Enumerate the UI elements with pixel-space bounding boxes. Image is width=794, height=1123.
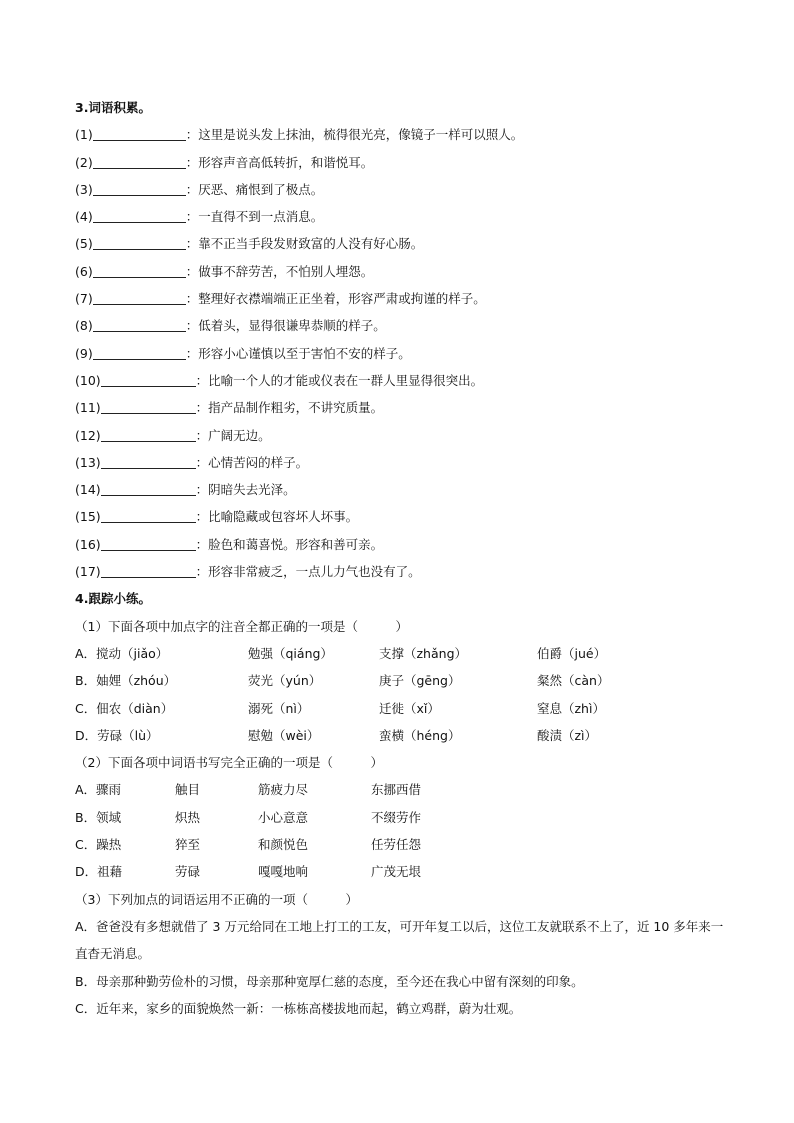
- option-row[interactable]: [75, 776, 735, 803]
- vocab-item: [75, 531, 735, 558]
- section4-title: 4.跟踪小练。: [75, 591, 151, 607]
- vocab-item: [75, 394, 735, 421]
- item-number: (15): [75, 509, 101, 525]
- q3-option[interactable]: A．爸爸没有多想就借了 3 万元给同在工地上打工的工友，可开年复工以后，这位工友就联系不上了，近 10 多年来一直杳无消息。: [75, 918, 724, 962]
- option-cell: 任劳任怨: [371, 837, 422, 853]
- q3-option[interactable]: B．母亲那种勤劳俭朴的习惯，母亲那种宽厚仁慈的态度，至今还在我心中留有深刻的印象。: [75, 973, 584, 989]
- vocab-item: [75, 230, 735, 257]
- option-cell: 不缀劳作: [371, 809, 422, 825]
- answer-blank[interactable]: [101, 481, 196, 496]
- option-row[interactable]: [75, 640, 735, 667]
- option-cell: 触目: [175, 782, 201, 798]
- answer-blank[interactable]: [101, 508, 196, 523]
- item-number: (13): [75, 454, 101, 470]
- worksheet-page: [75, 94, 735, 1022]
- answer-blank[interactable]: [93, 208, 186, 223]
- option-cell: 和颜悦色: [258, 837, 309, 853]
- answer-blank[interactable]: [93, 235, 186, 250]
- item-number: (8): [75, 318, 93, 334]
- item-number: (7): [75, 291, 93, 307]
- item-number: (11): [75, 400, 101, 416]
- option-cell: 庚子（gēng）: [379, 673, 461, 689]
- answer-blank[interactable]: [101, 399, 196, 414]
- q1-options: [75, 640, 735, 749]
- item-number: (14): [75, 482, 101, 498]
- option-row[interactable]: [75, 695, 735, 722]
- option-cell: 蛮横（héng）: [379, 727, 461, 743]
- vocab-item: [75, 312, 735, 339]
- vocab-item: [75, 285, 735, 312]
- item-definition: ：做事不辞劳苦，不怕别人埋怨。: [185, 263, 374, 279]
- vocab-item: [75, 121, 735, 148]
- item-number: (3): [75, 181, 93, 197]
- option-cell: 溺死（nì）: [248, 700, 310, 716]
- item-definition: ：广阔无边。: [195, 427, 271, 443]
- item-definition: ：形容声音高低转折，和谐悦耳。: [185, 154, 374, 170]
- q3-stem: （3）下列加点的词语运用不正确的一项（ ）: [75, 891, 358, 907]
- vocab-item: [75, 422, 735, 449]
- answer-blank[interactable]: [93, 290, 186, 305]
- vocab-item: [75, 476, 735, 503]
- option-cell: 劳碌: [175, 864, 201, 880]
- answer-blank[interactable]: [93, 317, 186, 332]
- item-definition: ：比喻隐藏或包容坏人坏事。: [195, 509, 359, 525]
- vocab-item: [75, 558, 735, 585]
- answer-blank[interactable]: [101, 372, 196, 387]
- option-cell: 东挪西借: [371, 782, 422, 798]
- answer-blank[interactable]: [101, 563, 196, 578]
- option-row[interactable]: [75, 722, 735, 749]
- option-cell: A．搅动（jiǎo）: [75, 645, 169, 661]
- item-definition: ：低着头，显得很谦卑恭顺的样子。: [185, 318, 386, 334]
- vocab-item: [75, 367, 735, 394]
- option-cell: 筋疲力尽: [258, 782, 309, 798]
- option-cell: 荧光（yún）: [248, 673, 322, 689]
- item-number: (16): [75, 536, 101, 552]
- vocab-item: [75, 203, 735, 230]
- option-cell: 窒息（zhì）: [537, 700, 605, 716]
- item-definition: ：脸色和蔼喜悦。形容和善可亲。: [195, 536, 384, 552]
- option-cell: 勉强（qiáng）: [248, 645, 333, 661]
- item-definition: ：形容小心谨慎以至于害怕不安的样子。: [185, 345, 411, 361]
- q2-options: [75, 776, 735, 885]
- answer-blank[interactable]: [93, 263, 186, 278]
- option-row[interactable]: [75, 831, 735, 858]
- vocab-item: [75, 503, 735, 530]
- item-definition: ：一直得不到一点消息。: [185, 209, 324, 225]
- q2-stem: （2）下面各项中词语书写完全正确的一项是（ ）: [75, 755, 383, 771]
- answer-blank[interactable]: [93, 181, 186, 196]
- answer-blank[interactable]: [93, 126, 186, 141]
- item-definition: ：指产品制作粗劣，不讲究质量。: [195, 400, 384, 416]
- vocab-item: [75, 449, 735, 476]
- section3-title: 3.词语积累。: [75, 100, 151, 115]
- item-definition: ：厌恶、痛恨到了极点。: [185, 181, 324, 197]
- vocab-item: [75, 176, 735, 203]
- vocab-item: [75, 340, 735, 367]
- option-cell: 嘎嘎地响: [258, 864, 309, 880]
- option-cell: 粲然（càn）: [537, 673, 610, 689]
- item-definition: ：整理好衣襟端端正正坐着，形容严肃或拘谨的样子。: [185, 291, 486, 307]
- q1-stem: （1）下面各项中加点字的注音全都正确的一项是（ ）: [75, 618, 408, 634]
- vocab-item: [75, 258, 735, 285]
- item-number: (2): [75, 154, 93, 170]
- option-cell: 支撑（zhǎng）: [379, 645, 468, 661]
- option-cell: B．妯娌（zhóu）: [75, 673, 177, 689]
- answer-blank[interactable]: [101, 427, 196, 442]
- option-cell: 酸渍（zì）: [537, 727, 598, 743]
- item-definition: ：靠不正当手段发财致富的人没有好心肠。: [185, 236, 424, 252]
- item-number: (4): [75, 209, 93, 225]
- answer-blank[interactable]: [93, 345, 186, 360]
- option-cell: 广茂无垠: [371, 864, 422, 880]
- option-row[interactable]: [75, 667, 735, 694]
- item-definition: ：心情苦闷的样子。: [195, 454, 309, 470]
- option-cell: 炽热: [175, 809, 201, 825]
- option-cell: 慰勉（wèi）: [248, 727, 320, 743]
- option-cell: 猝至: [175, 837, 201, 853]
- option-row[interactable]: [75, 858, 735, 885]
- option-cell: 伯爵（jué）: [537, 645, 607, 661]
- item-number: (17): [75, 564, 101, 580]
- item-number: (6): [75, 263, 93, 279]
- answer-blank[interactable]: [93, 154, 186, 169]
- option-row[interactable]: [75, 804, 735, 831]
- item-definition: ：形容非常疲乏，一点儿力气也没有了。: [195, 564, 421, 580]
- answer-blank[interactable]: [101, 454, 196, 469]
- option-cell: A．骤雨: [75, 782, 122, 798]
- item-number: (5): [75, 236, 93, 252]
- option-cell: C．躁热: [75, 837, 122, 853]
- option-cell: B．领域: [75, 809, 122, 825]
- q3-options: [75, 913, 735, 1022]
- answer-blank[interactable]: [101, 536, 196, 551]
- item-number: (10): [75, 372, 101, 388]
- q3-option[interactable]: C．近年来，家乡的面貌焕然一新：一栋栋高楼拔地而起，鹤立鸡群，蔚为壮观。: [75, 1000, 522, 1016]
- item-number: (12): [75, 427, 101, 443]
- option-cell: D．劳碌（lù）: [75, 727, 159, 743]
- item-number: (1): [75, 127, 93, 143]
- item-definition: ：这里是说头发上抹油，梳得很光亮，像镜子一样可以照人。: [185, 127, 524, 143]
- item-definition: ：比喻一个人的才能或仪表在一群人里显得很突出。: [195, 372, 484, 388]
- option-cell: 迁徙（xǐ）: [379, 700, 440, 716]
- option-cell: C．佃农（diàn）: [75, 700, 174, 716]
- item-number: (9): [75, 345, 93, 361]
- option-cell: 小心意意: [258, 809, 309, 825]
- option-cell: D．祖藉: [75, 864, 123, 880]
- vocab-list: [75, 121, 735, 585]
- vocab-item: [75, 149, 735, 176]
- item-definition: ：阴暗失去光泽。: [195, 482, 296, 498]
